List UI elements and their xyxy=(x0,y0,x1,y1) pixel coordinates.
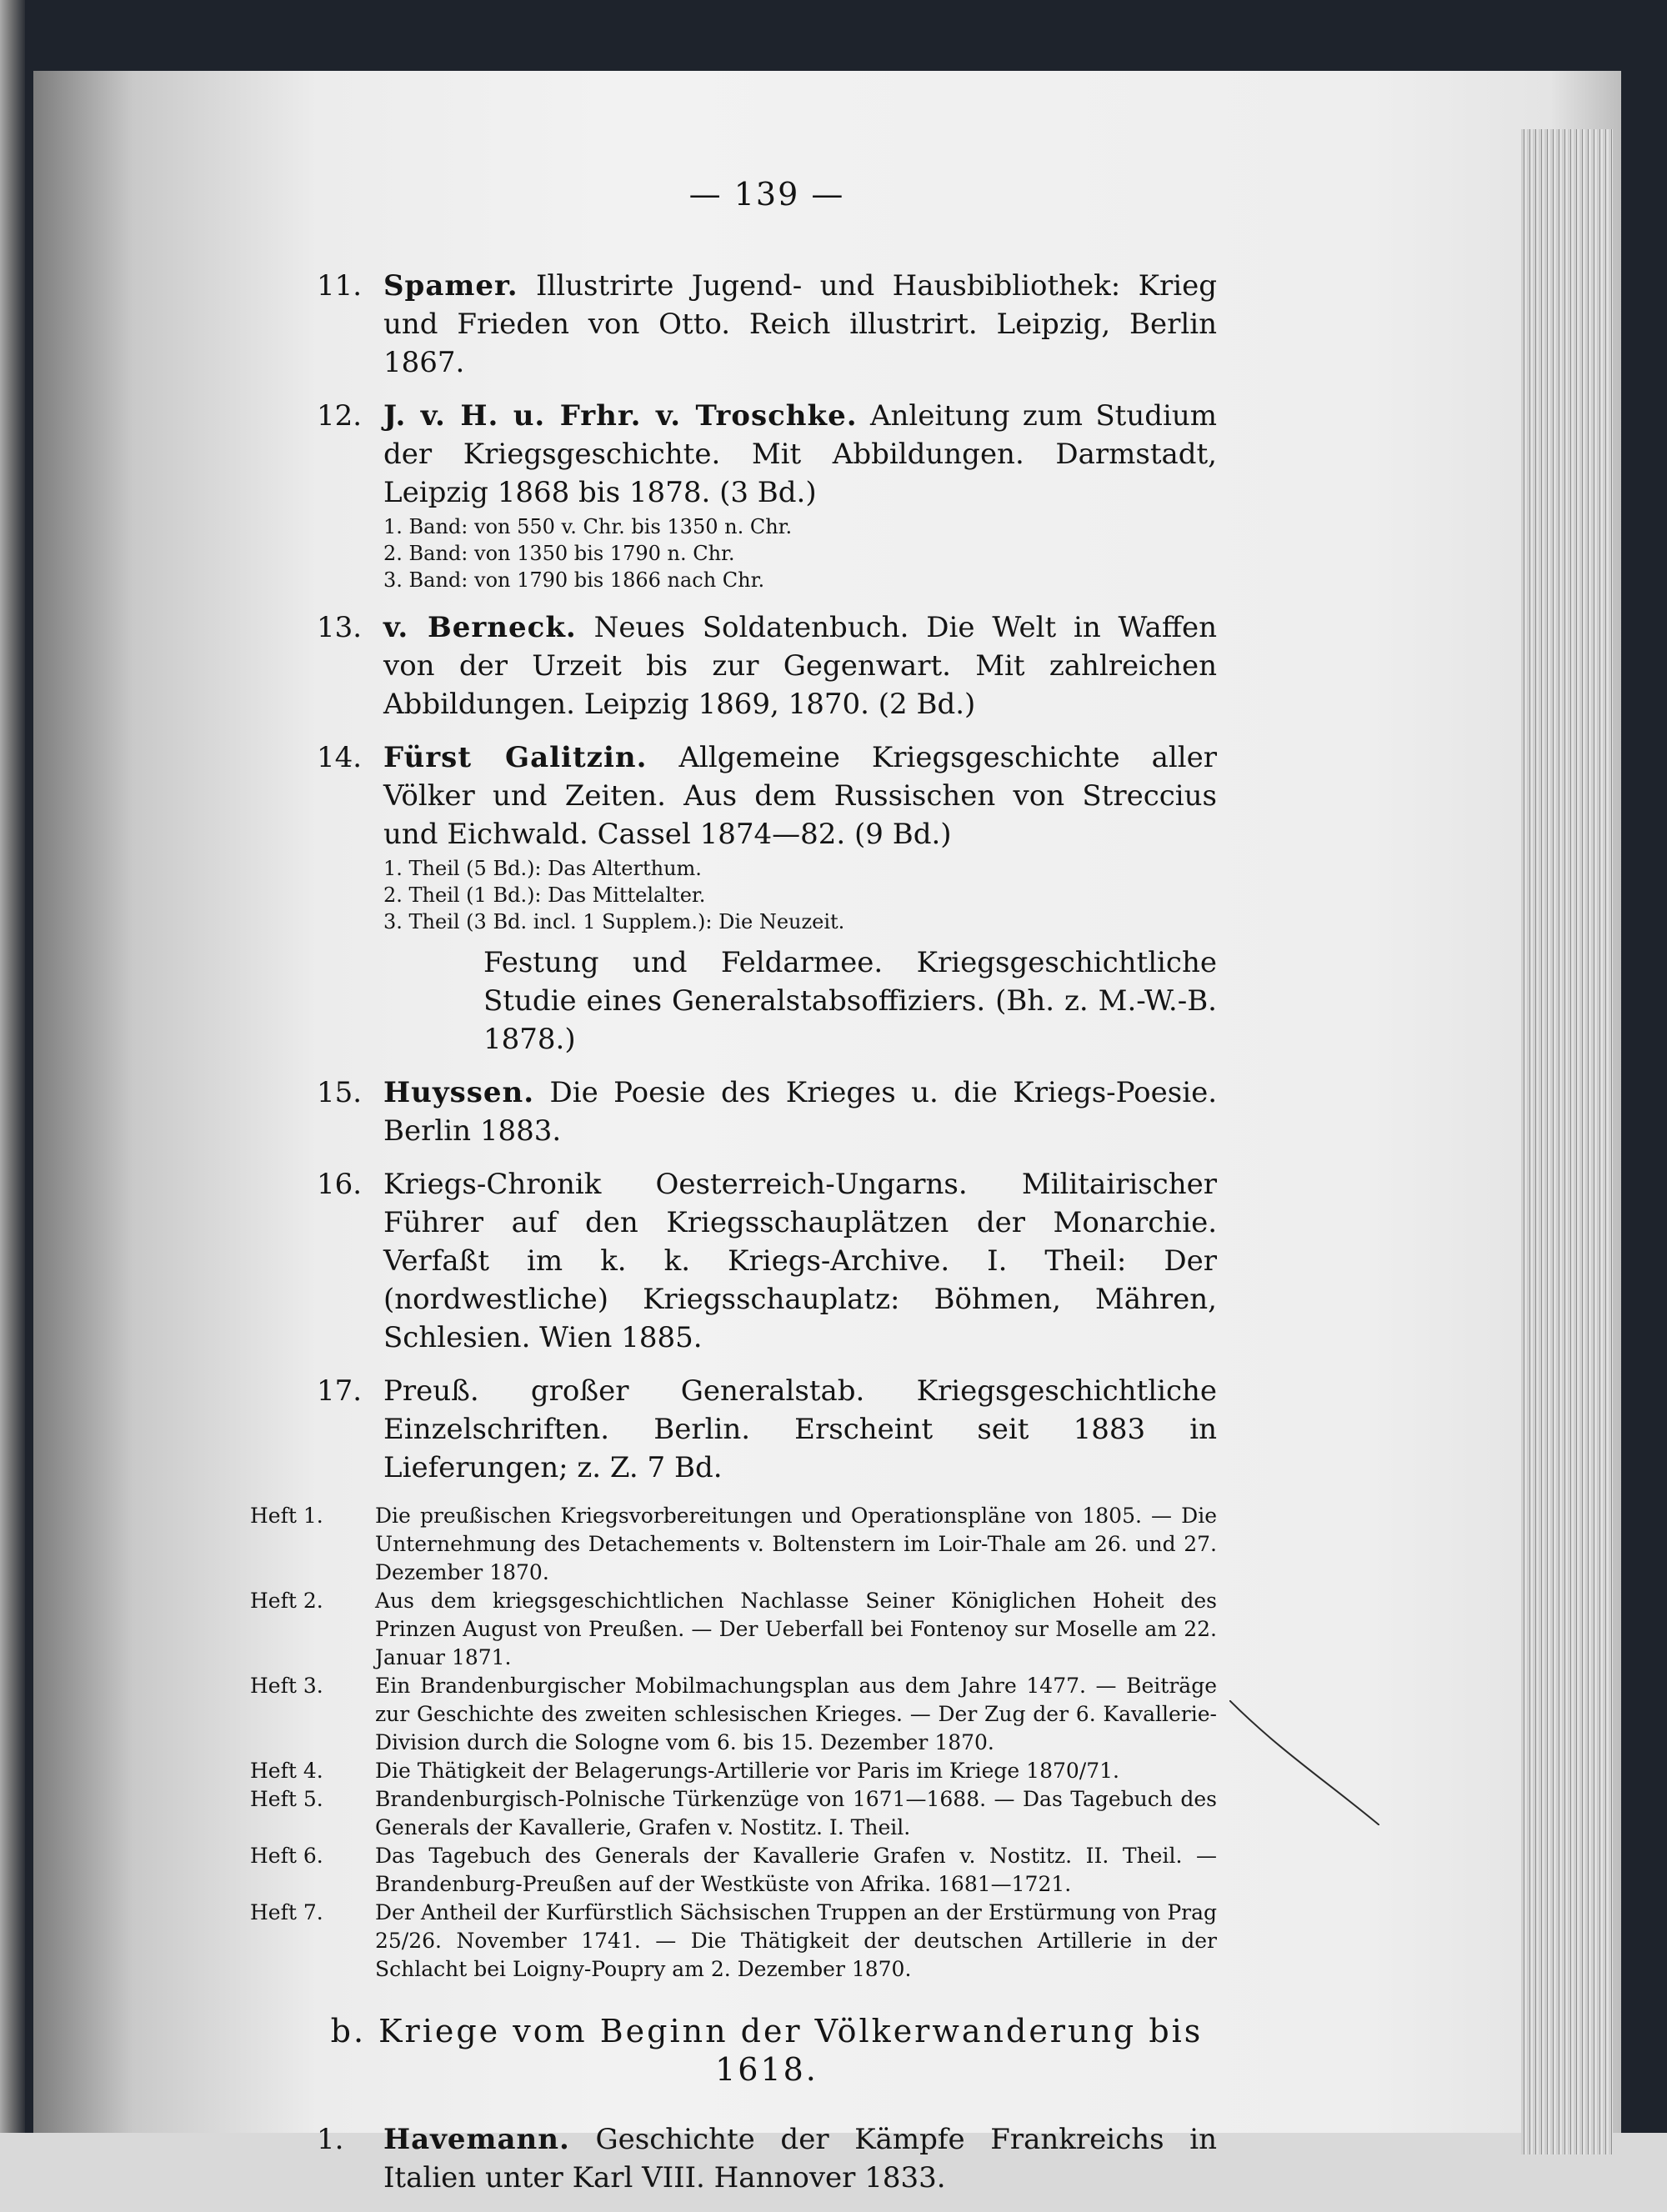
section-heading: b. Kriege vom Beginn der Völkerwanderung bis 1618. xyxy=(330,2013,1204,2088)
volume-item: 3. Band: von 1790 bis 1866 nach Chr. xyxy=(383,568,765,592)
volume-item: 2. Theil (1 Bd.): Das Mittelalter. xyxy=(383,883,706,907)
entry-author: Huyssen. xyxy=(383,1076,535,1109)
volume-item: 1. Theil (5 Bd.): Das Alterthum. xyxy=(383,857,702,880)
entry-number: 13. xyxy=(317,611,363,644)
entry-number: 11. xyxy=(317,269,363,303)
bibliography-entry xyxy=(317,608,1217,723)
heft-item xyxy=(250,1502,1217,1587)
pencil-stroke-mark xyxy=(1229,1700,1379,1825)
heft-label: Heft 1. xyxy=(250,1504,323,1528)
page-content xyxy=(250,175,1218,2212)
page-number: — 139 — xyxy=(688,176,845,213)
entry-number: 15. xyxy=(317,1076,363,1109)
heft-text: Ein Brandenburgischer Mobilmachungsplan aus dem Jahre 1477. — Beiträge zur Geschichte des zweiten schlesischen Krieges. — Der Zug der 6. Kavallerie-Division durch die Sologne vom 6. bis 15. Dezember 1870. xyxy=(375,1674,1217,1754)
entry-author: Fürst Galitzin. xyxy=(383,741,648,774)
entry-number: 12. xyxy=(317,399,363,433)
heft-list xyxy=(250,1502,1217,1984)
heft-text: Das Tagebuch des Generals der Kavallerie Grafen v. Nostitz. II. Theil. — Brandenburg-Preußen auf der Westküste von Afrika. 1681—1721. xyxy=(375,1844,1217,1896)
volume-item: 3. Theil (3 Bd. incl. 1 Supplem.): Die Neuzeit. xyxy=(383,910,845,933)
page-stack-edge xyxy=(1521,129,1613,2154)
heft-label: Heft 3. xyxy=(250,1674,323,1698)
entry-text: Preuß. großer Generalstab. Kriegsgeschichtliche Einzelschriften. Berlin. Erscheint seit 1883 in Lieferungen; z. Z. 7 Bd. xyxy=(383,1374,1217,1484)
heft-text: Die Thätigkeit der Belagerungs-Artillerie vor Paris im Kriege 1870/71. xyxy=(375,1759,1119,1783)
heft-item xyxy=(250,1842,1217,1899)
heft-item xyxy=(250,1757,1217,1785)
bibliography-entry xyxy=(317,1372,1217,1487)
entry-author: Spamer. xyxy=(383,269,518,303)
volume-list xyxy=(383,855,1217,935)
entry-text: Kriegs-Chronik Oesterreich-Ungarns. Militairischer Führer auf den Kriegsschauplätzen der Monarchie. Verfaßt im k. k. Kriegs-Archive. I. Theil: Der (nordwestliche) Kriegsschauplatz: Böhmen, Mähren, Schlesien. Wien 1885. xyxy=(383,1168,1217,1354)
entry-author: J. v. H. u. Frhr. v. Troschke. xyxy=(383,399,858,433)
entry-number: 14. xyxy=(317,741,363,774)
heft-label: Heft 6. xyxy=(250,1844,323,1868)
volume-item: 2. Band: von 1350 bis 1790 n. Chr. xyxy=(383,542,735,565)
bibliography-entry xyxy=(317,1165,1217,1357)
entry-author: v. Berneck. xyxy=(383,611,577,644)
heft-text: Brandenburgisch-Polnische Türkenzüge von 1671—1688. — Das Tagebuch des Generals der Kavallerie, Grafen v. Nostitz. I. Theil. xyxy=(375,1787,1217,1839)
entry-text: Allgemeine Kriegsgeschichte aller Völker und Zeiten. Aus dem Russischen von Streccius und Eichwald. Cassel 1874—82. (9 Bd.) xyxy=(383,741,1217,851)
bibliography-entry xyxy=(317,397,1217,593)
bibliography-entry xyxy=(317,267,1217,382)
heft-label: Heft 5. xyxy=(250,1787,323,1811)
heft-text: Die preußischen Kriegsvorbereitungen und Operationspläne von 1805. — Die Unternehmung des Detachements v. Boltenstern im Loir-Thale am 26. und 27. Dezember 1870. xyxy=(375,1504,1217,1584)
entry-text: Die Poesie des Krieges u. die Kriegs-Poesie. Berlin 1883. xyxy=(383,1076,1218,1148)
heft-item xyxy=(250,1899,1217,1984)
heft-label: Heft 2. xyxy=(250,1589,323,1613)
heft-item xyxy=(250,1672,1217,1757)
entry-text: Anleitung zum Studium der Kriegsgeschichte. Mit Abbildungen. Darmstadt, Leipzig 1868 bis 1878. (3 Bd.) xyxy=(383,399,1217,509)
volume-list xyxy=(383,513,1217,593)
volume-item: 1. Band: von 550 v. Chr. bis 1350 n. Chr. xyxy=(383,515,793,538)
adjacent-page-edge xyxy=(0,0,25,2133)
heft-text: Der Antheil der Kurfürstlich Sächsischen Truppen an der Erstürmung von Prag 25/26. November 1741. — Die Thätigkeit der deutschen Artillerie in der Schlacht bei Loigny-Poupry am 2. Dezember 1870. xyxy=(375,1900,1217,1981)
entry-text: Illustrirte Jugend- und Hausbibliothek: Krieg und Frieden von Otto. Reich illustrirt. Leipzig, Berlin 1867. xyxy=(383,269,1218,379)
entry-number: 17. xyxy=(317,1374,363,1408)
bibliography-entry xyxy=(317,738,1217,1058)
related-work: Festung und Feldarmee. Kriegsgeschichtliche Studie eines Generalstabsoffiziers. (Bh. z. M.-W.-B. 1878.) xyxy=(483,946,1217,1056)
heft-label: Heft 4. xyxy=(250,1759,323,1783)
heft-item xyxy=(250,1587,1217,1672)
bibliography-entry xyxy=(317,2120,1217,2197)
entry-author: Havemann. xyxy=(383,2123,570,2156)
heft-text: Aus dem kriegsgeschichtlichen Nachlasse Seiner Königlichen Hoheit des Prinzen August von Preußen. — Der Ueberfall bei Fontenoy sur Moselle am 22. Januar 1871. xyxy=(375,1589,1217,1669)
entry-text: Neues Soldatenbuch. Die Welt in Waffen von der Urzeit bis zur Gegenwart. Mit zahlreichen Abbildungen. Leipzig 1869, 1870. (2 Bd.) xyxy=(383,611,1217,721)
entry-number: 1. xyxy=(317,2123,344,2156)
bibliography-entry xyxy=(317,1073,1217,1150)
entry-text: Geschichte der Kämpfe Frankreichs in Italien unter Karl VIII. Hannover 1833. xyxy=(383,2123,1217,2194)
heft-label: Heft 7. xyxy=(250,1900,323,1924)
heft-item xyxy=(250,1785,1217,1842)
entry-number: 16. xyxy=(317,1168,363,1201)
